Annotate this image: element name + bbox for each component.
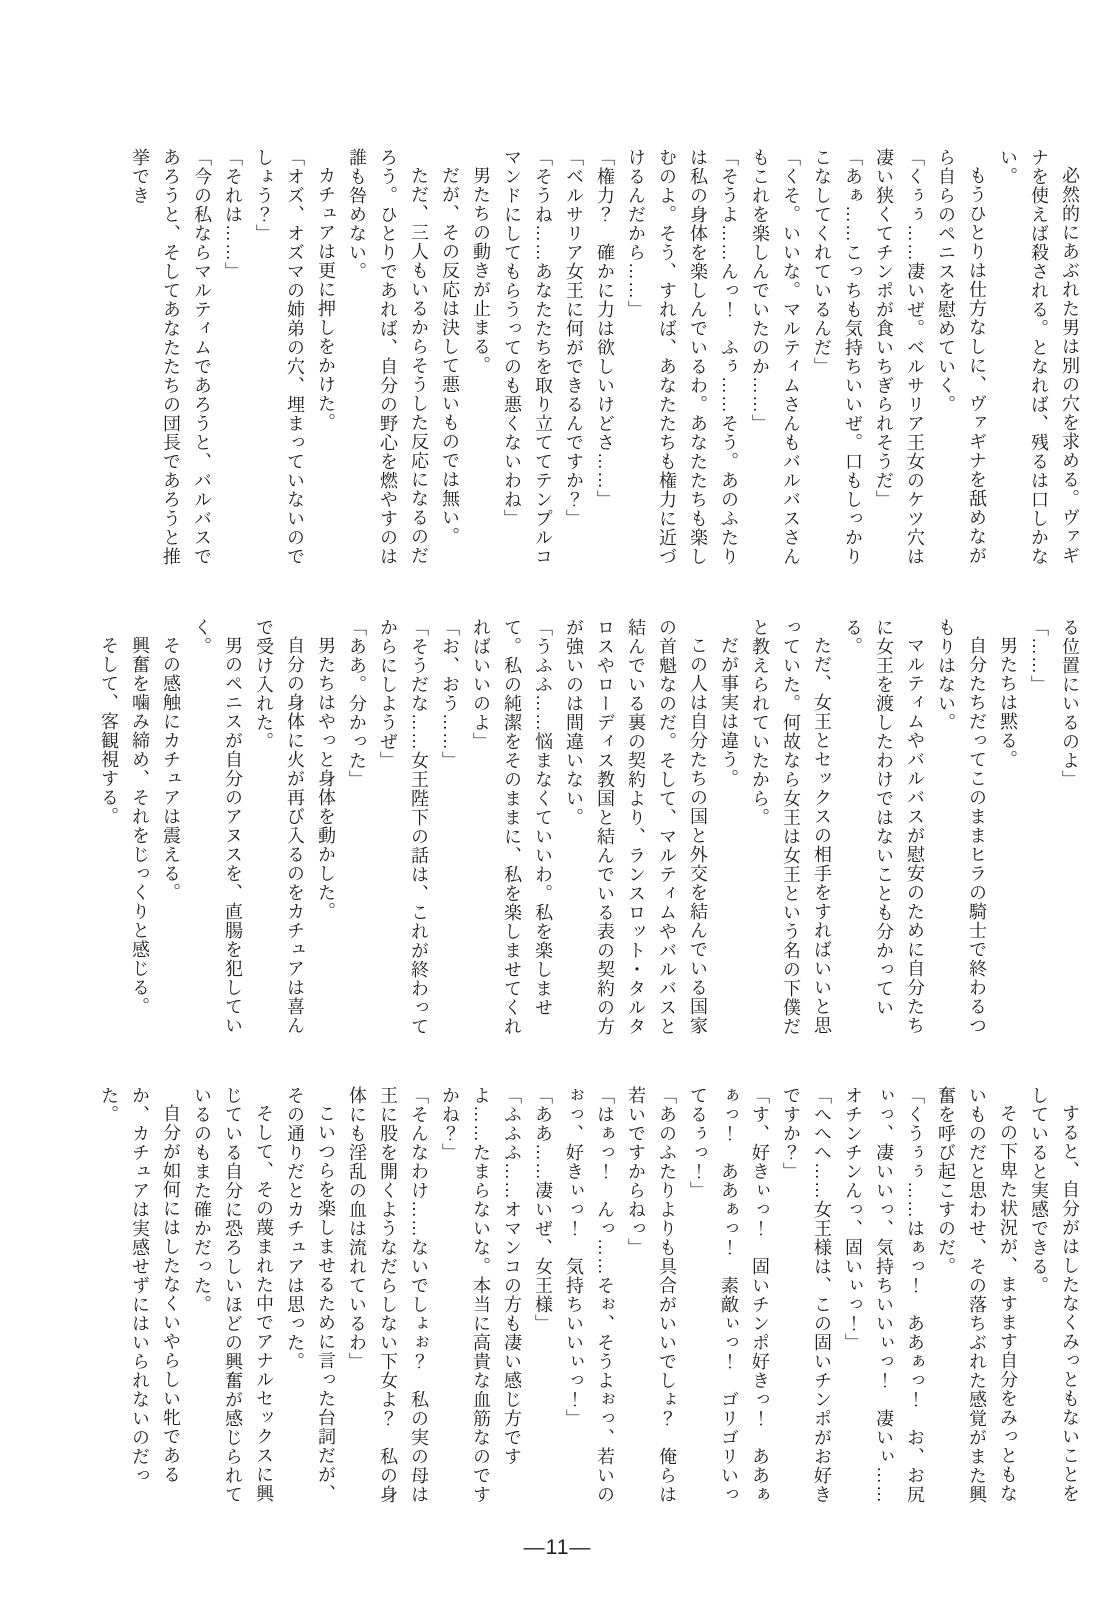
paragraph: 男のペニスが自分のアヌスを、直腸を犯していく。 — [192, 618, 243, 1035]
paragraph: 自分たちだってこのままヒラの騎士で終わるつもりはない。 — [936, 618, 987, 1035]
paragraph: 「そうよ……んっ！ ふぅ……そう。あのふたりは私の身体を楽しんでいるわ。あなたたちも楽しむのよ。そう、すれば、あなたたちも権力に近づけるんだから……」 — [626, 148, 739, 566]
paragraph: 「権力？ 確かに力は欲しいけどさ……」 — [595, 148, 615, 509]
paragraph: 「うふふ……悩まなくていいわ。私を楽しませて。私の純潔をそのままに、私を楽しませてくれればいいのよ」 — [471, 618, 553, 1036]
paragraph: ただ、女王とセックスの相手をすればいいと思っていた。何故なら女王は女王という名の下僕だと教えられていたから。 — [750, 618, 832, 1036]
paragraph: る位置にいるのよ」 — [1060, 618, 1080, 789]
paragraph: そして、客観視する。 — [99, 636, 119, 826]
page-number: —11— — [523, 1536, 592, 1559]
paragraph: 「……」 — [1029, 618, 1049, 694]
paragraph: 興奮を噛み締め、それをじっくりと感じる。 — [130, 636, 150, 1016]
paragraph: 「ああ……凄いぜ、女王様」 — [533, 1086, 553, 1333]
paragraph: 「ベルサリア女王に何ができるんですか？」 — [564, 148, 584, 528]
paragraph: カチュアは更に押しをかけた。 — [316, 166, 336, 432]
paragraph: 「今の私ならマルティムであろうと、バルバスであろうと、そしてあなたたちの団長であろうと推挙でき — [130, 148, 212, 566]
paragraph: 男たちは黙る。 — [998, 636, 1018, 769]
paragraph: すると、自分がはしたなくみっともないことをしていると実感できる。 — [1029, 1086, 1080, 1503]
paragraph: 「そんなわけ……ないでしょぉ？ 私の実の母は王に股を開くようなだらしない下女よ？ 私の身体にも淫乱の血は流れているわ」 — [347, 1086, 429, 1504]
paragraph: 「それは……」 — [223, 148, 243, 281]
paragraph: 「あぁ……こっちも気持ちいいぜ。口もしっかりこなしてくれているんだ」 — [812, 148, 863, 566]
text-band-middle — [65, 618, 1085, 1050]
text-band-bottom — [65, 1086, 1085, 1518]
paragraph: その下卑た状況が、ますます自分をみっともないものだと思わせ、その落ちぶれた感覚がまた興奮を呼び起こすのだ。 — [936, 1086, 1018, 1504]
paragraph: 自分の身体に火が再び入るのをカチュアは喜んで受け入れた。 — [254, 618, 305, 1035]
paragraph: 「オズ、オズマの姉弟の穴、埋まっていないのでしょう？」 — [254, 148, 305, 566]
paragraph: その感触にカチュアは震える。 — [161, 636, 181, 902]
paragraph: 「あのふたりよりも具合がいいでしょ？ 俺らは若いですからねっ」 — [626, 1086, 677, 1504]
paragraph: 「くぅぅ……凄いぜ。ベルサリア王女のケツ穴は凄い狭くてチンポが食いちぎられそうだ」 — [874, 148, 925, 566]
text-band-top — [65, 148, 1085, 580]
paragraph: 「くそ。いいな。マルティムさんもバルバスさんもこれを楽しんでいたのか……」 — [750, 148, 801, 566]
paragraph: 男たちはやっと身体を動かした。 — [316, 636, 336, 921]
paragraph: こいつらを楽しませるために言った台詞だが、その通りだとカチュアは思った。 — [285, 1086, 336, 1503]
paragraph: もうひとりは仕方なしに、ヴァギナを舐めながら自らのペニスを慰めていく。 — [936, 148, 987, 565]
paragraph: 「へへへ……女王様は、この固いチンポがお好きですか？」 — [781, 1086, 832, 1504]
paragraph: だが、その反応は決して悪いものでは無い。 — [440, 166, 460, 546]
paragraph: だが事実は違う。 — [719, 636, 739, 788]
paragraph: 「はぁっ！ んっ……そぉ、そうよぉっ、若いのぉっ、好きぃっ！ 気持ちいいぃっ！」 — [564, 1086, 615, 1504]
paragraph: 「くうぅぅ……はぁっ！ ああぁっ！ お、お尻ぃっ、凄いいっ、気持ちいいぃっ！ 凄いぃ……オチンチンんっ、固いぃっ！」 — [843, 1086, 925, 1504]
paragraph: 「そうね……あなたたちを取り立ててテンプルコマンドにしてもらうってのも悪くないわね」 — [502, 148, 553, 566]
paragraph: 必然的にあぶれた男は別の穴を求める。ヴァギナを使えば殺される。となれば、残るは口しかない。 — [998, 148, 1080, 566]
paragraph: 自分が如何にはしたなくいやらしい牝であるか、カチュアは実感せずにはいられないのだった。 — [99, 1086, 181, 1485]
paragraph: そして、その蔑まれた中でアナルセックスに興じている自分に恐ろしいほどの興奮が感じられているのもまた確かだった。 — [192, 1086, 274, 1504]
paragraph: 男たちの動きが止まる。 — [471, 166, 491, 375]
paragraph: 「す、好きぃっ！ 固いチンポ好きっ！ ああぁぁっ！ ああぁっ！ 素敵ぃっ！ ゴリゴリいってるぅっ！」 — [688, 1086, 770, 1504]
paragraph: 「ああ。分かった」 — [347, 618, 367, 789]
paragraph: マルティムやバルバスが慰安のために自分たちに女王を渡したわけではないことも分かっている。 — [843, 618, 925, 1035]
paragraph: 「お、おう……」 — [440, 618, 460, 770]
paragraph: ただ、三人もいるからそうした反応になるのだろう。ひとりであれば、自分の野心を燃やすのは誰も咎めない。 — [347, 148, 429, 566]
paragraph: 「そうだな……女王陛下の話は、これが終わってからにしようぜ」 — [378, 618, 429, 1036]
paragraph: 「ふふふ……オマンコの方も凄い感じ方ですよ……たまらないな。本当に高貴な血筋なのですかね？」 — [440, 1086, 522, 1504]
paragraph: この人は自分たちの国と外交を結んでいる国家の首魁なのだ。そして、マルティムやバルバスと結んでいる裏の契約より、ランスロット・タルタロスやローディス教国と結んでいる表の契約の方が強いのは間違いない。 — [564, 618, 708, 1036]
